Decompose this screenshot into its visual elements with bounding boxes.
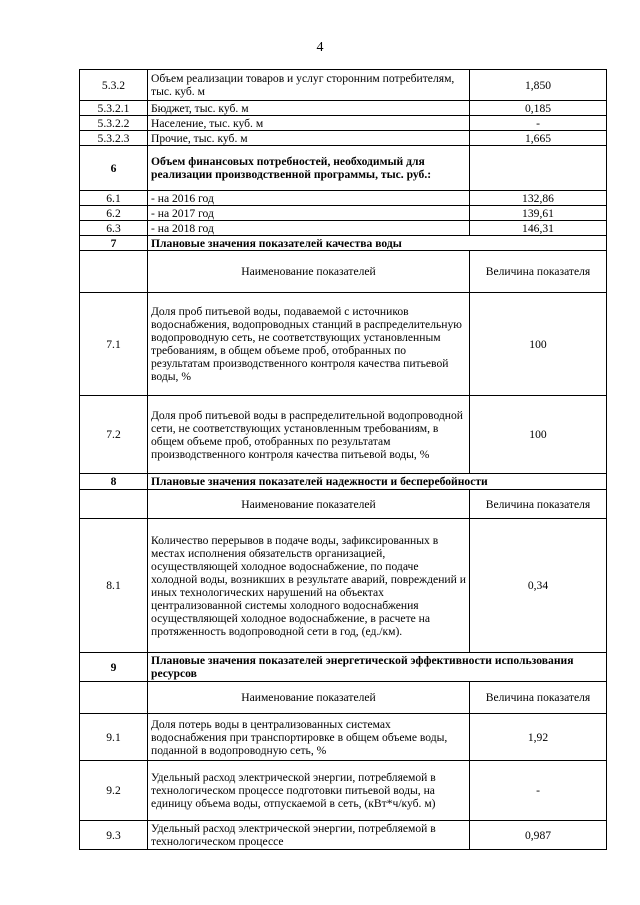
table-row (80, 191, 607, 206)
section-title: Плановые значения показателей энергетической эффективности использования ресурсов (148, 653, 607, 682)
row-text: Объем реализации товаров и услуг сторонним потребителям, тыс. куб. м (148, 70, 470, 101)
row-number: 5.3.2.2 (80, 116, 148, 131)
table-row (80, 396, 607, 474)
row-value: 139,61 (470, 206, 607, 221)
row-text: Доля проб питьевой воды, подаваемой с источников водоснабжения, водопроводных станций в распределительную водопроводную сеть, не соответствующих установленным требованиям, в общем объеме проб, отобранных по результатам производственного контроля качества питьевой воды, % (148, 293, 470, 396)
section-number: 9 (80, 653, 148, 682)
section-title: Объем финансовых потребностей, необходимый для реализации производственной программы, тыс. руб.: (148, 146, 470, 191)
row-number: 6.1 (80, 191, 148, 206)
row-text: Количество перерывов в подаче воды, зафиксированных в местах исполнения обязательств организацией, осуществляющей холодное водоснабжение, по подаче холодной воды, возникших в результате аварий, повреждений и иных технологических нарушений на объектах централизованной системы холодного водоснабжения осуществляющей холодное водоснабжение, в расчете на протяженность водопроводной сети в год, (ед./км). (148, 519, 470, 653)
row-value: - (470, 116, 607, 131)
page-number: 4 (316, 40, 324, 55)
row-value: 100 (470, 293, 607, 396)
row-number: 5.3.2.3 (80, 131, 148, 146)
row-text: Бюджет, тыс. куб. м (148, 101, 470, 116)
row-text: Прочие, тыс. куб. м (148, 131, 470, 146)
table-row (80, 206, 607, 221)
production-program-table (79, 69, 607, 850)
table-row (80, 116, 607, 131)
column-header-row (80, 490, 607, 519)
section-header-row (80, 236, 607, 251)
section-header-row (80, 146, 607, 191)
table-row (80, 519, 607, 653)
section-number: 7 (80, 236, 148, 251)
table-row (80, 70, 607, 101)
row-text: - на 2016 год (148, 191, 470, 206)
row-value: 132,86 (470, 191, 607, 206)
section-title: Плановые значения показателей качества воды (148, 236, 607, 251)
section-header-row (80, 474, 607, 490)
row-number: 9.2 (80, 761, 148, 821)
row-value (470, 146, 607, 191)
table-row (80, 221, 607, 236)
empty-cell (80, 251, 148, 293)
section-number: 6 (80, 146, 148, 191)
table-row (80, 714, 607, 761)
row-number: 6.2 (80, 206, 148, 221)
row-text: - на 2017 год (148, 206, 470, 221)
row-text: Доля проб питьевой воды в распределительной водопроводной сети, не соответствующих установленным требованиям, в общем объеме проб, отобранных по результатам производственного контроля качества питьевой воды, % (148, 396, 470, 474)
row-number: 9.3 (80, 821, 148, 850)
empty-cell (80, 682, 148, 714)
indicator-name-header: Наименование показателей (148, 490, 470, 519)
row-number: 7.1 (80, 293, 148, 396)
row-number: 7.2 (80, 396, 148, 474)
row-value: 146,31 (470, 221, 607, 236)
row-value: 0,987 (470, 821, 607, 850)
section-header-row (80, 653, 607, 682)
column-header-row (80, 682, 607, 714)
row-text: Удельный расход электрической энергии, потребляемой в технологическом процессе подготовки питьевой воды, на единицу объема воды, отпускаемой в сеть, (кВт*ч/куб. м) (148, 761, 470, 821)
row-text: Население, тыс. куб. м (148, 116, 470, 131)
row-value: 1,850 (470, 70, 607, 101)
indicator-value-header: Величина показателя (470, 682, 607, 714)
section-number: 8 (80, 474, 148, 490)
row-value: 1,665 (470, 131, 607, 146)
column-header-row (80, 251, 607, 293)
row-text: - на 2018 год (148, 221, 470, 236)
table-row (80, 293, 607, 396)
table-row (80, 131, 607, 146)
row-text: Доля потерь воды в централизованных системах водоснабжения при транспортировке в общем объеме воды, поданной в водопроводную сеть, % (148, 714, 470, 761)
row-number: 5.3.2.1 (80, 101, 148, 116)
indicator-value-header: Величина показателя (470, 490, 607, 519)
row-value: 100 (470, 396, 607, 474)
row-number: 6.3 (80, 221, 148, 236)
row-text: Удельный расход электрической энергии, потребляемой в технологическом процессе (148, 821, 470, 850)
row-value: 0,34 (470, 519, 607, 653)
empty-cell (80, 490, 148, 519)
row-value: 0,185 (470, 101, 607, 116)
table-row (80, 761, 607, 821)
row-number: 5.3.2 (80, 70, 148, 101)
indicator-name-header: Наименование показателей (148, 682, 470, 714)
row-value: 1,92 (470, 714, 607, 761)
row-value: - (470, 761, 607, 821)
table-row (80, 821, 607, 850)
table-row (80, 101, 607, 116)
indicator-name-header: Наименование показателей (148, 251, 470, 293)
section-title: Плановые значения показателей надежности и бесперебойности (148, 474, 607, 490)
indicator-value-header: Величина показателя (470, 251, 607, 293)
row-number: 8.1 (80, 519, 148, 653)
row-number: 9.1 (80, 714, 148, 761)
